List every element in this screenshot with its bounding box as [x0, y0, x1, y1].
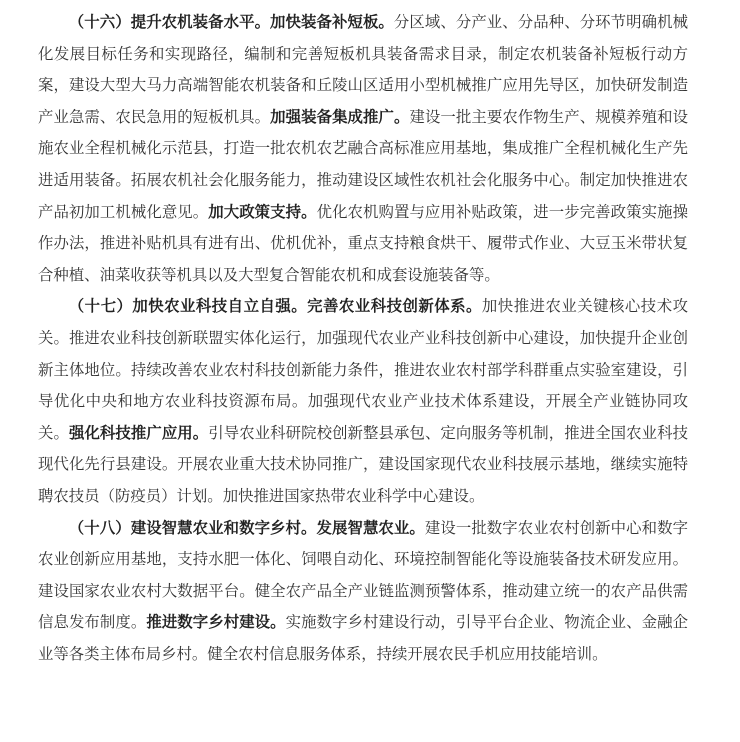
body-text: 优化农机购置与应用补贴政策，进一步完善政策实施操作办法，推进补贴机具有进有出、优机优补，重点支持粮食烘干、履带式作业、大豆玉米带状复合种植、油菜收获等机具以及大型复合智能农机和成套设施装备等。	[38, 202, 688, 284]
paragraph-17	[38, 291, 688, 512]
body-text: 实施数字乡村建设行动，引导平台企业、物流企业、金融企业等各类主体布局乡村。健全农村信息服务体系，持续开展农民手机应用技能培训。	[38, 613, 688, 663]
subheading: 加强装备集成推广。	[270, 107, 410, 126]
heading-18: （十八）建设智慧农业和数字乡村。发展智慧农业。	[68, 518, 425, 537]
paragraph-16	[38, 7, 688, 291]
heading-17: （十七）加快农业科技自立自强。完善农业科技创新体系。	[68, 297, 482, 316]
subheading: 推进数字乡村建设。	[146, 613, 286, 632]
subheading: 强化科技推广应用。	[68, 423, 209, 442]
heading-16: （十六）提升农机装备水平。加快装备补短板。	[68, 13, 394, 31]
body-text: 建设一批主要农作物生产、规模养殖和设施农业全程机械化示范县，打造一批农机农艺融合高标准应用基地，集成推广全程机械化生产先进适用装备。拓展农机社会化服务能力，推动建设区域性农机社会化服务中心。制定加快推进农产品初加工机械化意见。	[38, 107, 688, 221]
body-text: 引导农业科研院校创新整县承包、定向服务等机制，推进全国农业科技现代化先行县建设。开展农业重大技术协同推广，建设国家现代农业科技展示基地，继续实施特聘农技员（防疫员）计划。加快推进国家热带农业科学中心建设。	[38, 423, 688, 505]
body-text: 加快推进农业关键核心技术攻关。推进农业科技创新联盟实体化运行，加强现代农业产业科技创新中心建设，加快提升企业创新主体地位。持续改善农业农村科技创新能力条件，推进农业农村部学科群重点实验室建设，引导优化中央和地方农业科技资源布局。加强现代农业产业技术体系建设，开展全产业链协同攻关。	[38, 297, 688, 442]
body-text: 建设一批数字农业农村创新中心和数字农业创新应用基地，支持水肥一体化、饲喂自动化、环境控制智能化等设施装备技术研发应用。建设国家农业农村大数据平台。健全农产品全产业链监测预警体系，推动建立统一的农产品供需信息发布制度。	[38, 518, 688, 632]
body-text: 分区域、分产业、分品种、分环节明确机械化发展目标任务和实现路径，编制和完善短板机具装备需求目录，制定农机装备补短板行动方案，建设大型大马力高端智能农机装备和丘陵山区适用小型机械推广应用先导区，加快研发制造产业急需、农民急用的短板机具。	[38, 13, 688, 126]
paragraph-18	[38, 513, 688, 671]
subheading: 加大政策支持。	[208, 202, 317, 221]
